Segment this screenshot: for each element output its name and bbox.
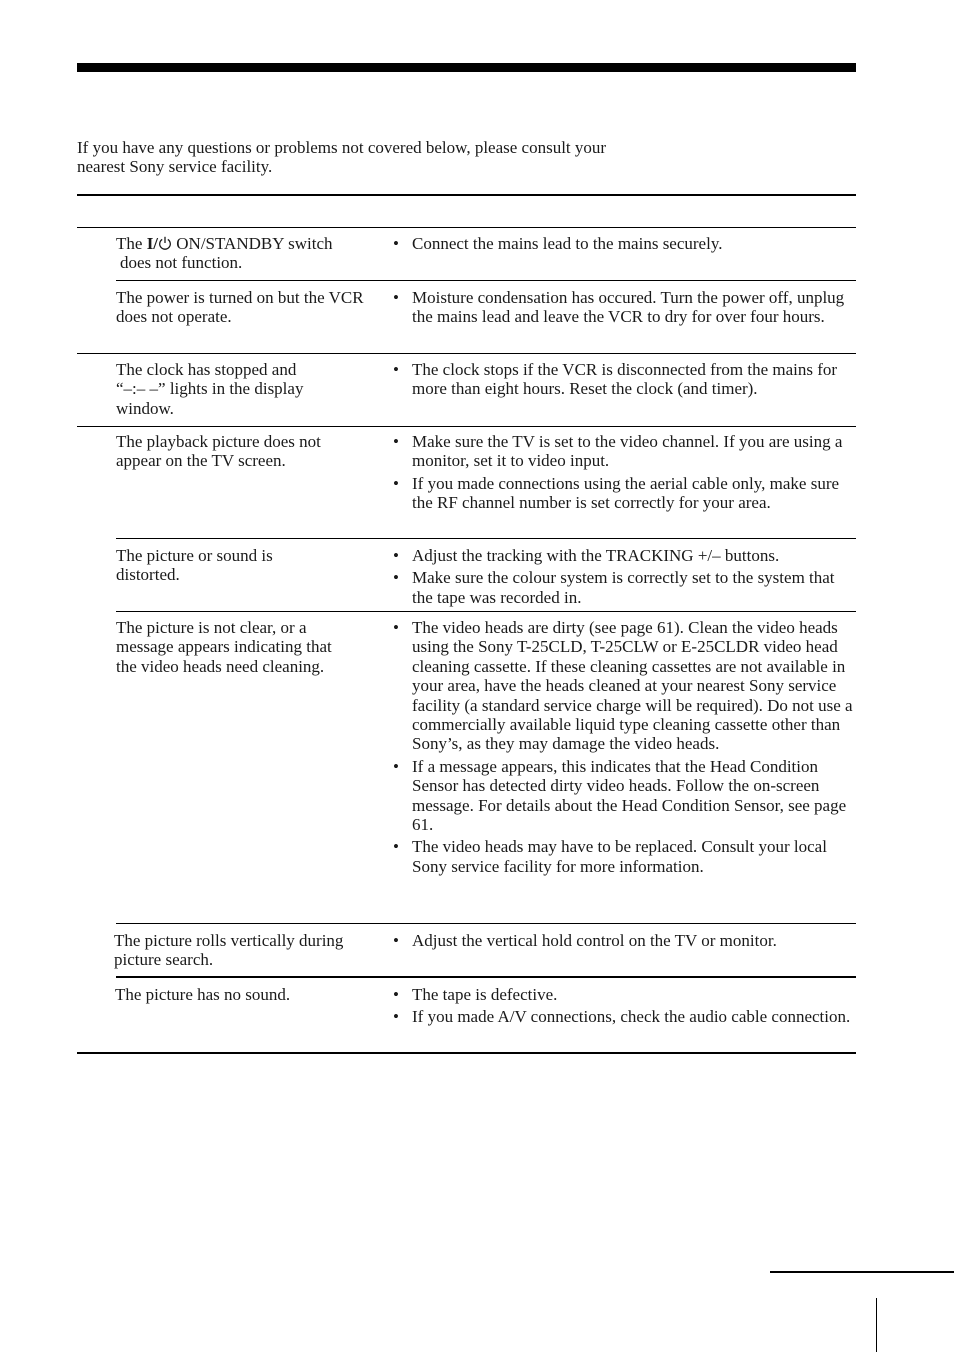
problem-line — [116, 234, 376, 253]
solution-item: • If you made A/V connections, check the audio cable connection. — [392, 1007, 858, 1026]
solution-item: • Make sure the TV is set to the video channel. If you are using a monitor, set it to video input. — [392, 432, 858, 471]
row-divider — [116, 976, 856, 978]
table-top-rule — [77, 194, 856, 196]
header-bar — [77, 63, 856, 72]
solution-item: • The video heads are dirty (see page 61). Clean the video heads using the Sony T-25CLD, T-25CLW or E-25CLDR video head cleaning cassette. If these cleaning cassettes are not available in your area, have the heads cleaned at your nearest Sony service facility (a standard service charge will be required). Do not use a commercially available liquid type cleaning cassette other than Sony’s, as they may damage the video heads. — [392, 618, 858, 754]
solution-cell — [392, 618, 858, 879]
solution-item: • Adjust the tracking with the TRACKING +/– buttons. — [392, 546, 858, 565]
solution-item: • Moisture condensation has occured. Turn the power off, unplug the mains lead and leave the VCR to dry for over four hours. — [392, 288, 858, 327]
solution-cell — [392, 931, 858, 953]
row-divider — [116, 611, 856, 612]
problem-text: ON/STANDBY switch — [176, 234, 333, 253]
solution-item: • Connect the mains lead to the mains securely. — [392, 234, 858, 253]
problem-line: window. — [116, 398, 174, 418]
intro-text — [77, 138, 727, 177]
solution-cell — [392, 288, 858, 330]
power-icon — [158, 236, 172, 250]
problem-cell: The picture has no sound. — [115, 985, 291, 1004]
problem-line: The clock has stopped and — [116, 360, 297, 379]
solution-cell — [392, 432, 858, 516]
solution-cell — [392, 985, 858, 1030]
solution-item: • Make sure the colour system is correctly set to the system that the tape was recorded in. — [392, 568, 858, 607]
intro-line-1: If you have any questions or problems not covered below, please consult your — [77, 138, 607, 157]
section-divider — [77, 353, 856, 354]
problem-cell: The power is turned on but the VCR does not operate. — [116, 288, 364, 327]
solution-item: • The video heads may have to be replaced. Consult your local Sony service facility for more information. — [392, 837, 858, 876]
solution-item: • If you made connections using the aerial cable only, make sure the RF channel number is set correctly for your area. — [392, 474, 858, 513]
row-divider — [116, 280, 856, 281]
row-divider — [116, 923, 856, 924]
section-divider — [77, 426, 856, 427]
solution-item: • The clock stops if the VCR is disconnected from the mains for more than eight hours. Reset the clock (and timer). — [392, 360, 858, 399]
problem-cell: The playback picture does not appear on the TV screen. — [116, 432, 321, 471]
problem-cell: The picture rolls vertically during picture search. — [114, 931, 344, 970]
problem-cell: The picture or sound is distorted. — [116, 546, 273, 585]
solution-item: • If a message appears, this indicates that the Head Condition Sensor has detected dirty video heads. Follow the on-screen message. For details about the Head Condition Sensor, see page 61. — [392, 757, 858, 835]
table-bottom-rule — [77, 1052, 856, 1054]
solution-cell — [392, 546, 858, 610]
solution-cell — [392, 234, 858, 256]
power-standby-icon: I/ — [146, 234, 159, 253]
solution-item: • The tape is defective. — [392, 985, 858, 1004]
solution-item: • Adjust the vertical hold control on the TV or monitor. — [392, 931, 858, 950]
row-divider — [116, 538, 856, 539]
footer-rule — [770, 1271, 954, 1273]
problem-line: “–:– –” lights in the display — [116, 379, 304, 399]
problem-text: The — [116, 234, 143, 253]
problem-cell — [116, 234, 376, 273]
problem-line: does not function. — [120, 253, 243, 273]
table-header-rule — [77, 227, 856, 228]
footer-vertical-rule — [876, 1298, 877, 1352]
problem-cell: The picture is not clear, or a message appears indicating that the video heads need cleaning. — [116, 618, 332, 676]
intro-line-2: nearest Sony service facility. — [77, 157, 273, 177]
problem-cell — [116, 360, 376, 418]
solution-cell — [392, 360, 858, 402]
